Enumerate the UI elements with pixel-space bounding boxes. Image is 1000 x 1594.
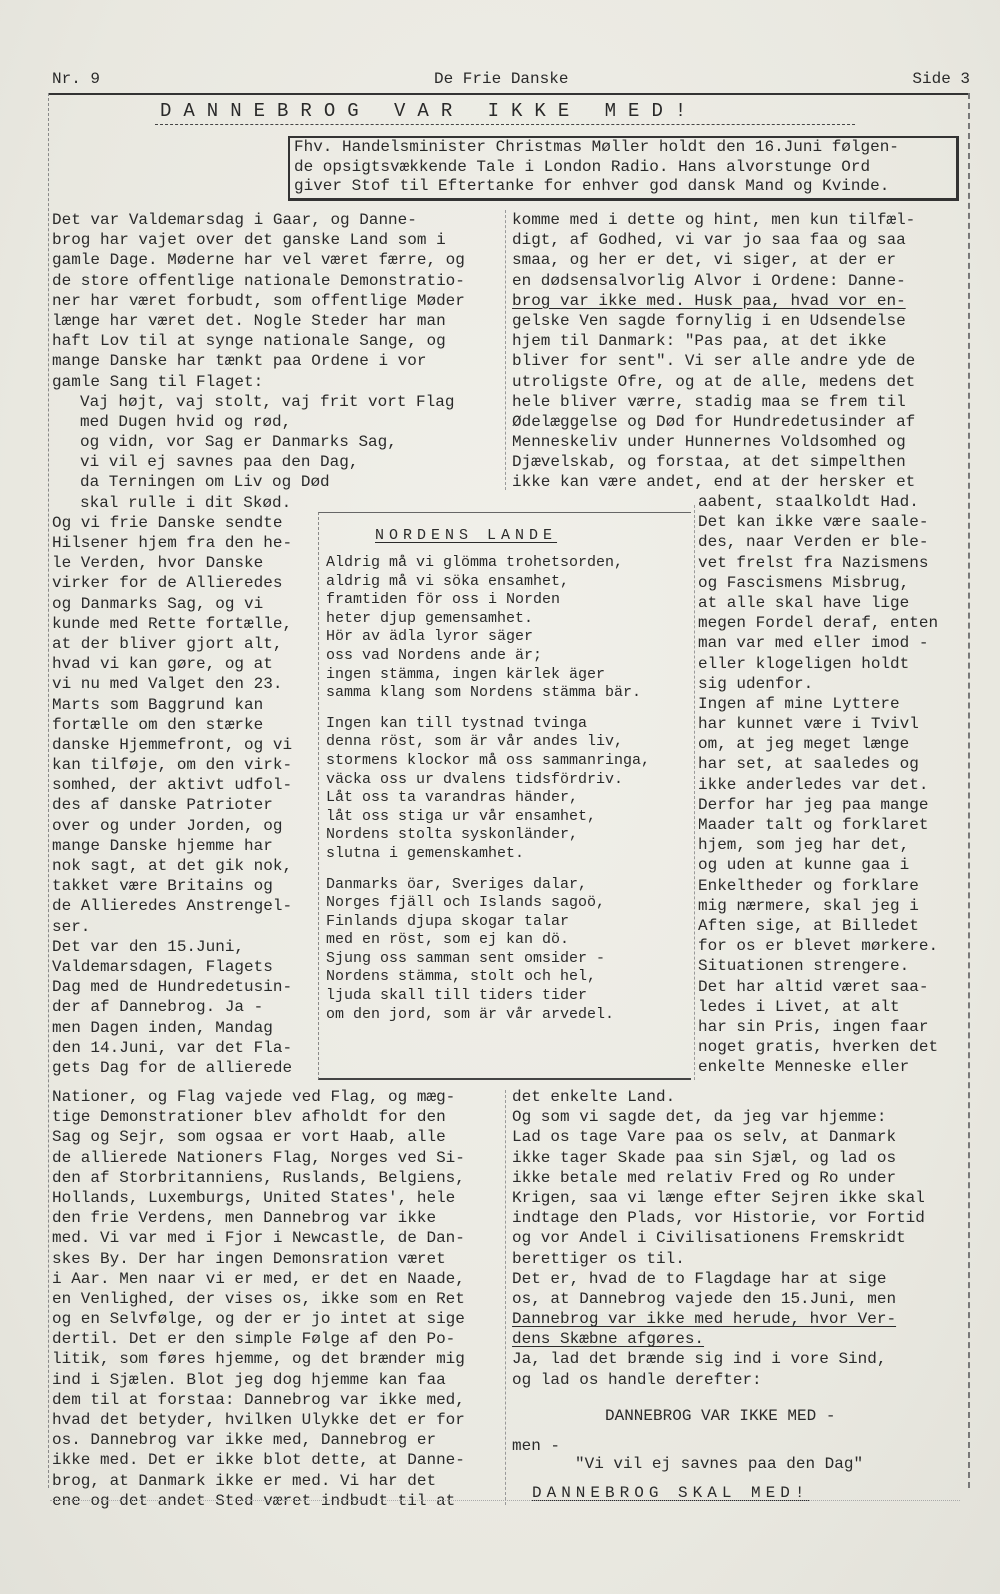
text-line: mig nærmere, skal jeg i bbox=[698, 896, 919, 915]
poem-line: om den jord, som är vår arvedel. bbox=[326, 1005, 615, 1023]
text-line: hvad vi kan gøre, og at bbox=[52, 655, 273, 674]
text-line: bliver for sent". Vi ser alle andre yde de bbox=[512, 352, 916, 371]
right-column-bottom bbox=[512, 1087, 962, 1390]
text-line: for os er blevet mørkere. bbox=[698, 937, 939, 956]
text-line: fortælle om den stærke bbox=[52, 715, 264, 734]
publication-name: De Frie Danske bbox=[434, 70, 569, 88]
text-line: tige Demonstrationer blev afholdt for den bbox=[52, 1108, 446, 1127]
text-line: os. Dannebrog var ikke med, Dannebrog er bbox=[52, 1431, 437, 1450]
text-line: dertil. Det er den simple Følge af den Po- bbox=[52, 1330, 456, 1349]
text-line: længe har været det. Nogle Steder har man bbox=[52, 311, 446, 330]
text-line: og Danmarks Sag, og vi bbox=[52, 594, 264, 613]
text-line: Ingen af mine Lyttere bbox=[698, 694, 900, 713]
text-line: Enkeltheder og forklare bbox=[698, 876, 919, 895]
text-line: kunde med Rette fortælle, bbox=[52, 614, 293, 633]
text-line: os, at Dannebrog vajede den 15.Juni, men bbox=[512, 1289, 897, 1308]
text-line: Derfor har jeg paa mange bbox=[698, 795, 929, 814]
text-line: digt, af Godhed, vi var jo saa faa og saa bbox=[512, 231, 906, 250]
text-line: men Dagen inden, Mandag bbox=[52, 1018, 273, 1037]
right-narrow-column bbox=[698, 492, 963, 1077]
text-line: Situationen strengere. bbox=[698, 957, 910, 976]
text-line: mange Danske har tænkt paa Ordene i vor bbox=[52, 352, 427, 371]
text-line: ledes i Livet, at alt bbox=[698, 997, 900, 1016]
issue-number: Nr. 9 bbox=[52, 70, 101, 88]
header-rule bbox=[48, 93, 970, 95]
intro-line: giver Stof til Eftertanke for enhver god dansk Mand og Kvinde. bbox=[294, 177, 890, 195]
text-line: Dag med de Hundredetusin- bbox=[52, 978, 293, 997]
text-line: de store offentlige nationale Demonstratio- bbox=[52, 271, 465, 290]
stanza-gap bbox=[326, 703, 686, 715]
text-line: Marts som Baggrund kan bbox=[52, 695, 264, 714]
title-underline bbox=[155, 124, 855, 125]
poem-line: Sjung oss samman sent omsider - bbox=[326, 949, 606, 967]
poem-line: oss vad Nordens ande är; bbox=[326, 646, 543, 664]
text-line: ikke med. Det er ikke blot dette, at Danne- bbox=[52, 1451, 465, 1470]
text-line: brog, at Danmark ikke er med. Vi har det bbox=[52, 1471, 437, 1490]
text-line: Sag og Sejr, som ogsaa er vort Haab, alle bbox=[52, 1128, 446, 1147]
poem-line: Danmarks öar, Sveriges dalar, bbox=[326, 875, 588, 893]
text-line: Det var den 15.Juni, bbox=[52, 937, 245, 956]
text-line: komme med i dette og hint, men kun tilfæl- bbox=[512, 211, 916, 229]
text-line: Aften sige, at Billedet bbox=[698, 916, 919, 935]
text-line: og en Selvfølge, og der er jo intet at sige bbox=[52, 1310, 465, 1329]
text-line: har kunnet være i Tvivl bbox=[698, 715, 919, 734]
text-line: Valdemarsdagen, Flagets bbox=[52, 957, 273, 976]
text-line: smaa, og her er det, vi siger, at der er bbox=[512, 251, 897, 270]
poem-line: Nordens stämma, stolt och hel, bbox=[326, 968, 597, 986]
closing-slogan: DANNEBROG SKAL MED! bbox=[532, 1484, 810, 1502]
text-line: man var med eller imod - bbox=[698, 634, 929, 653]
text-line: Det er, hvad de to Flagdage har at sige bbox=[512, 1269, 887, 1288]
text-line: takket være Britains og bbox=[52, 877, 273, 896]
text-line: des af danske Patrioter bbox=[52, 796, 273, 815]
text-line: brog var ikke med. Husk paa, hvad vor en- bbox=[512, 291, 906, 310]
text-line: gets Dag for de allierede bbox=[52, 1058, 293, 1077]
text-line: ner har været forbudt, som offentlige Møder bbox=[52, 291, 465, 310]
poem-line: ingen stämma, ingen kärlek äger bbox=[326, 665, 606, 683]
text-line: ind i Sjælen. Blot jeg dog hjemme kan faa bbox=[52, 1370, 446, 1389]
text-line: gamle Sang til Flaget: bbox=[52, 372, 264, 391]
text-line: dens Skæbne afgøres. bbox=[512, 1330, 705, 1349]
text-line: gelske Ven sagde fornylig i en Udsendelse bbox=[512, 311, 906, 330]
poem-text bbox=[326, 554, 686, 1024]
poem-line: med en röst, som ej kan dö. bbox=[326, 931, 570, 949]
text-line: gamle Dage. Møderne har vel været færre, og bbox=[52, 251, 465, 270]
text-line: dem til at forstaa: Dannebrog var ikke med, bbox=[52, 1390, 465, 1409]
poem-line: Norges fjäll och Islands sagoö, bbox=[326, 894, 606, 912]
text-line: og Fascismens Misbrug, bbox=[698, 573, 910, 592]
text-line: Krigen, saa vi længe efter Sejren ikke skal bbox=[512, 1188, 925, 1207]
text-line: somhed, der aktivt udfol- bbox=[52, 776, 293, 795]
text-line: eller klogeligen holdt bbox=[698, 654, 910, 673]
closing-line: DANNEBROG VAR IKKE MED - bbox=[605, 1407, 836, 1425]
text-line: en dødsensalvorlig Alvor i Ordene: Danne- bbox=[512, 271, 906, 290]
quote-line: Vaj højt, vaj stolt, vaj frit vort Flag bbox=[80, 392, 455, 411]
text-line: de allierede Nationers Flag, Norges ved Si- bbox=[52, 1148, 465, 1167]
text-line: den af Storbritanniens, Ruslands, Belgiens, bbox=[52, 1168, 465, 1187]
text-line: mange Danske hjemme har bbox=[52, 836, 273, 855]
text-line: en Venlighed, der vises os, ikke som en Ret bbox=[52, 1289, 465, 1308]
poem-line: slutna i gemenskamhet. bbox=[326, 844, 525, 862]
text-line: ikke tager Skade paa sin Sjæl, og lad os bbox=[512, 1148, 897, 1167]
poem-line: Låt oss ta varandras händer, bbox=[326, 789, 579, 807]
text-line: vi nu med Valget den 23. bbox=[52, 675, 283, 694]
text-line: megen Fordel deraf, enten bbox=[698, 614, 939, 633]
closing-line: "Vi vil ej savnes paa den Dag" bbox=[575, 1455, 864, 1473]
column-separator bbox=[694, 505, 695, 1080]
text-line: Det kan ikke være saale- bbox=[698, 513, 929, 532]
text-line: og vor Andel i Civilisationens Fremskridt bbox=[512, 1229, 906, 1248]
text-line: brog har vajet over det ganske Land som i bbox=[52, 231, 446, 250]
text-line: at alle skal have lige bbox=[698, 593, 910, 612]
poem-line: Ingen kan till tystnad tvinga bbox=[326, 714, 588, 732]
poem-line: Nordens stolta syskonländer, bbox=[326, 826, 579, 844]
quote-line: skal rulle i dit Skød. bbox=[80, 493, 292, 512]
text-line: des, naar Verden er ble- bbox=[698, 533, 929, 552]
article-title: DANNEBROG VAR IKKE MED! bbox=[160, 100, 699, 122]
text-line: ikke betale med relativ Fred og Ro under bbox=[512, 1168, 897, 1187]
text-line: den frie Verdens, men Dannebrog var ikke bbox=[52, 1209, 437, 1228]
text-line: haft Lov til at synge nationale Sange, og bbox=[52, 332, 446, 351]
text-line: hele bliver værre, stadig maa se frem til bbox=[512, 392, 906, 411]
stanza-gap bbox=[326, 864, 686, 876]
text-line: ser. bbox=[52, 917, 91, 936]
text-line: i Aar. Men naar vi er med, er det en Naade, bbox=[52, 1269, 465, 1288]
poem-line: ljuda skall till tiders tider bbox=[326, 987, 588, 1005]
intro-line: de opsigtsvækkende Tale i London Radio. Hans alvorstunge Ord bbox=[294, 157, 871, 176]
text-line: sig udenfor. bbox=[698, 674, 814, 693]
text-line: ikke anderledes var det. bbox=[698, 775, 929, 794]
poem-line: låt oss stiga ur vår ensamhet, bbox=[326, 807, 597, 825]
quote-line: og vidn, vor Sag er Danmarks Sag, bbox=[80, 433, 397, 452]
text-line: indtage den Plads, vor Historie, vor Fortid bbox=[512, 1209, 925, 1228]
left-frame-border bbox=[48, 93, 49, 1488]
closing-line: men - bbox=[512, 1437, 561, 1455]
text-line: kan tilføje, om den virk- bbox=[52, 756, 293, 775]
column-separator bbox=[505, 210, 506, 490]
quote-line: vi vil ej savnes paa den Dag, bbox=[80, 453, 359, 472]
left-column-bottom bbox=[52, 1087, 502, 1511]
text-line: det enkelte Land. bbox=[512, 1088, 676, 1106]
page-number: Side 3 bbox=[912, 70, 970, 88]
text-line: Ja, lad det brænde sig ind i vore Sind, bbox=[512, 1350, 887, 1369]
text-line: Djævelskab, og forstaa, at det simpelthen bbox=[512, 453, 906, 472]
text-line: hjem til Danmark: "Pas paa, at det ikke bbox=[512, 332, 887, 351]
text-line: Det var Valdemarsdag i Gaar, og Danne- bbox=[52, 211, 417, 229]
column-separator bbox=[505, 1090, 506, 1505]
poem-line: heter djup gemensamhet. bbox=[326, 609, 534, 627]
text-line: vet frelst fra Nazismens bbox=[698, 553, 929, 572]
text-line: om, at jeg meget længe bbox=[698, 735, 910, 754]
text-line: aabent, staalkoldt Had. bbox=[698, 493, 919, 511]
text-line: hvad det betyder, hvilken Ulykke det er for bbox=[52, 1411, 465, 1429]
text-line: berettiger os til. bbox=[512, 1249, 685, 1268]
bottom-rule bbox=[50, 1500, 960, 1501]
text-line: de Allieredes Anstrengel- bbox=[52, 897, 293, 916]
poem-line: denna röst, som är vår andes liv, bbox=[326, 733, 624, 751]
text-line: Dannebrog var ikke med herude, hvor Ver- bbox=[512, 1310, 897, 1329]
text-line: virker for de Allieredes bbox=[52, 574, 283, 593]
text-line: Hollands, Luxemburgs, United States', hele bbox=[52, 1188, 456, 1207]
text-line: danske Hjemmefront, og vi bbox=[52, 735, 293, 754]
quote-line: da Terningen om Liv og Død bbox=[80, 473, 330, 492]
text-line: Maader talt og forklaret bbox=[698, 816, 929, 834]
text-line: Og som vi sagde det, da jeg var hjemme: bbox=[512, 1108, 887, 1127]
text-line: Hilsener hjem fra den he- bbox=[52, 534, 293, 552]
text-line: noget gratis, hverken det bbox=[698, 1038, 939, 1057]
text-line: Og vi frie Danske sendte bbox=[52, 513, 283, 532]
poem-line: aldrig må vi söka ensamhet, bbox=[326, 572, 570, 590]
text-line: har set, at saaledes og bbox=[698, 755, 919, 774]
poem-line: framtiden för oss i Norden bbox=[326, 591, 561, 609]
intro-line: Fhv. Handelsminister Christmas Møller holdt den 16.Juni følgen- bbox=[294, 138, 899, 156]
poem-line: Hör av ädla lyror säger bbox=[326, 628, 534, 646]
right-column bbox=[512, 210, 962, 493]
text-line: ene og det andet Sted været indbudt til at bbox=[52, 1491, 456, 1510]
text-line: med. Vi var med i Fjor i Newcastle, de Dan- bbox=[52, 1229, 465, 1248]
quote-line: med Dugen hvid og rød, bbox=[80, 412, 292, 431]
text-line: at der bliver gjort alt, bbox=[52, 634, 283, 653]
text-line: den 14.Juni, var det Fla- bbox=[52, 1038, 293, 1057]
text-line: utroligste Ofre, og at de alle, medens det bbox=[512, 372, 916, 391]
text-line: Menneskeliv under Hunnernes Voldsomhed og bbox=[512, 433, 906, 452]
text-line: enkelte Menneske eller bbox=[698, 1058, 910, 1077]
poem-line: samma klang som Nordens stämma bär. bbox=[326, 684, 642, 702]
text-line: der af Dannebrog. Ja - bbox=[52, 998, 264, 1017]
poem-line: Finlands djupa skogar talar bbox=[326, 912, 570, 930]
text-line: ikke kan være andet, end at der hersker et bbox=[512, 473, 916, 492]
text-line: le Verden, hvor Danske bbox=[52, 554, 264, 573]
text-line: over og under Jorden, og bbox=[52, 816, 283, 835]
text-line: har sin Pris, ingen faar bbox=[698, 1017, 929, 1036]
text-line: skes By. Der har ingen Demonsration været bbox=[52, 1249, 446, 1268]
poem-title: NORDENS LANDE bbox=[375, 527, 558, 544]
text-line: Lad os tage Vare paa os selv, at Danmark bbox=[512, 1128, 897, 1147]
poem-line: väcka oss ur dvalens tidsfördriv. bbox=[326, 770, 624, 788]
text-line: litik, som føres hjemme, og det brænder mig bbox=[52, 1350, 465, 1369]
text-line: og lad os handle derefter: bbox=[512, 1370, 762, 1389]
text-line: Det har altid været saa- bbox=[698, 977, 929, 996]
text-line: Nationer, og Flag vajede ved Flag, og mæg- bbox=[52, 1088, 456, 1106]
text-line: Ødelæggelse og Død for Hundredetusinder af bbox=[512, 412, 916, 431]
right-frame-border bbox=[968, 93, 970, 1488]
text-line: og uden at kunne gaa i bbox=[698, 856, 910, 875]
page-header bbox=[52, 70, 970, 92]
poem-line: stormens klockor må oss sammanringa, bbox=[326, 751, 651, 769]
text-line: nok sagt, at det gik nok, bbox=[52, 857, 293, 875]
intro-text bbox=[294, 138, 954, 197]
poem-line: Aldrig må vi glömma trohetsorden, bbox=[326, 554, 624, 571]
text-line: hjem, som jeg har det, bbox=[698, 836, 910, 855]
